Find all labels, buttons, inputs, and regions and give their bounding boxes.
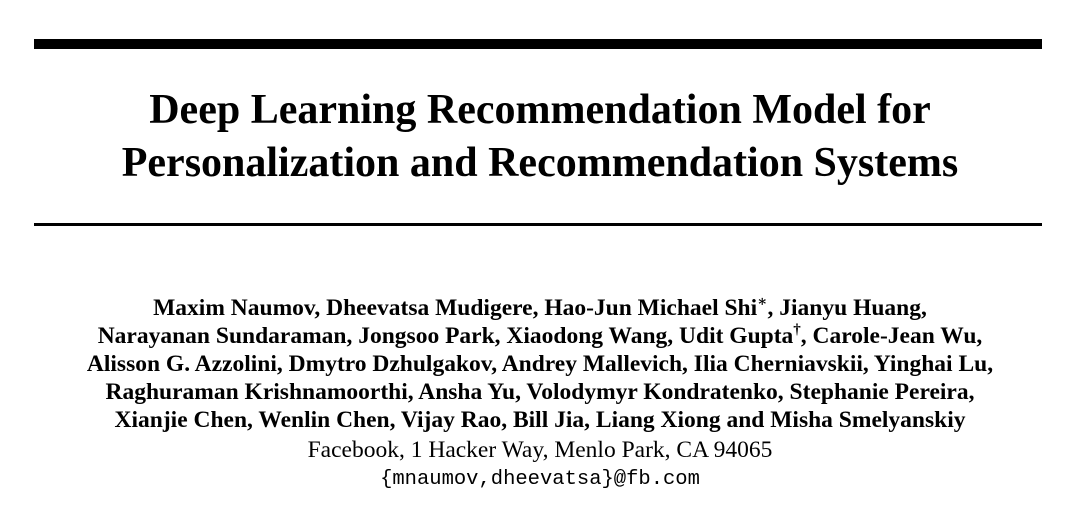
- title-line-2: Personalization and Recommendation Systems: [121, 140, 959, 186]
- affiliation: Facebook, 1 Hacker Way, Menlo Park, CA 94065: [307, 437, 773, 463]
- author-list: [0, 294, 1080, 434]
- author-line-4: Raghuraman Krishnamoorthi, Ansha Yu, Volodymyr Kondratenko, Stephanie Pereira,: [105, 379, 975, 405]
- title-line-1: Deep Learning Recommendation Model for: [149, 87, 931, 133]
- author-line-1-text-end: , Jianyu Huang,: [767, 295, 927, 321]
- contact-email: {mnaumov,dheevatsa}@fb.com: [380, 468, 700, 491]
- top-rule: [34, 39, 1042, 49]
- author-line-1-text: Maxim Naumov, Dheevatsa Mudigere, Hao-Jun Michael Shi: [153, 295, 758, 321]
- author-line-2-text: Narayanan Sundaraman, Jongsoo Park, Xiaodong Wang, Udit Gupta: [97, 323, 794, 349]
- author-line-3: Alisson G. Azzolini, Dmytro Dzhulgakov, Andrey Mallevich, Ilia Cherniavskii, Yinghai Lu,: [86, 351, 994, 377]
- author-line-1: [0, 294, 1080, 322]
- paper-title: [0, 84, 1080, 190]
- footnote-mark-asterisk: ∗: [757, 294, 768, 310]
- author-line-2: [0, 322, 1080, 350]
- footnote-mark-dagger: †: [793, 322, 801, 338]
- author-line-2-text-end: , Carole-Jean Wu,: [800, 323, 983, 349]
- title-bottom-rule: [34, 223, 1042, 226]
- author-line-5: Xianjie Chen, Wenlin Chen, Vijay Rao, Bill Jia, Liang Xiong and Misha Smelyanskiy: [114, 407, 966, 433]
